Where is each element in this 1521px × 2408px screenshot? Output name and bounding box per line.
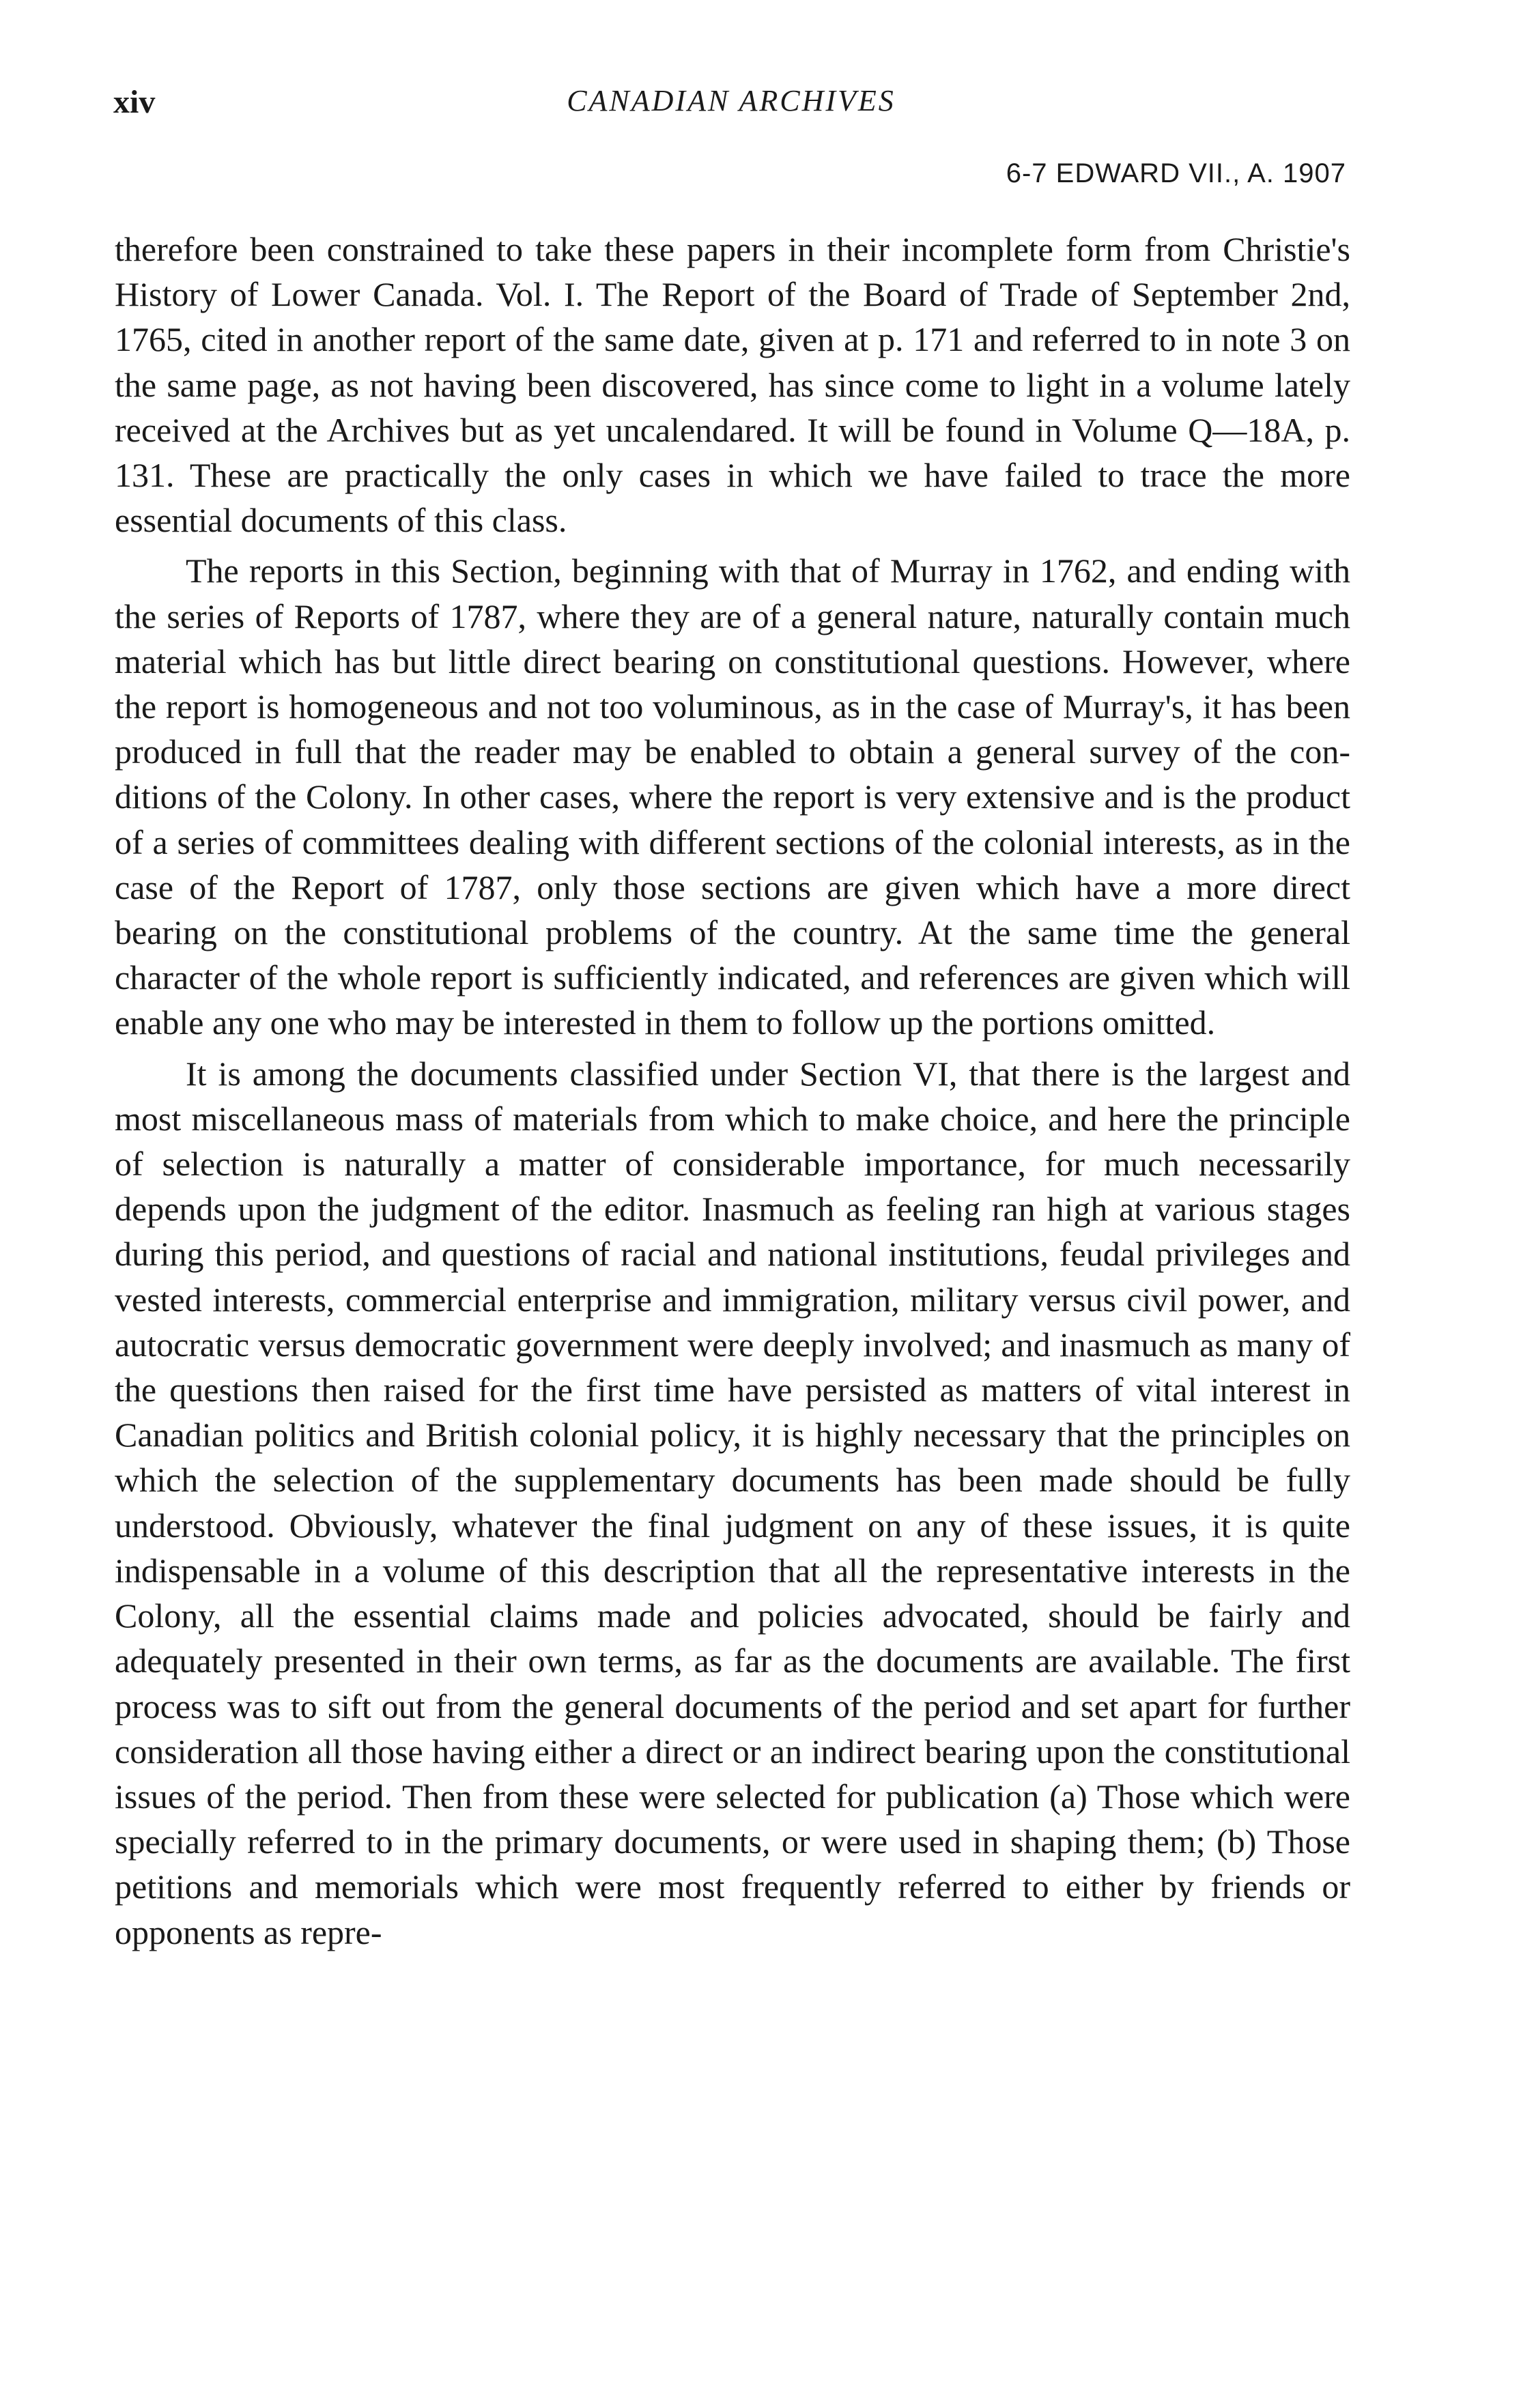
paragraph-continued: therefore been constrained to take these papers in their incomplete form from Christie's History of Lower Canada. Vol. I. The Report of the Board of Trade of September 2nd, 1765, cited in another report of the same date, given at p. 171 and referred to in note 3 on the same page, as not having been discovered, has since come to light in a volume lately received at the Archives but as yet uncalendared. It will be found in Volume Q—18A, p. 131. These are practically the only cases in which we have failed to trace the more essential documents of this class. [115,230,1350,540]
page-number: xiv [113,84,156,120]
body-text [115,227,1350,1955]
session-reference: 6-7 EDWARD VII., A. 1907 [1006,158,1346,188]
running-head [113,83,1349,124]
paragraph-section-vi: It is among the documents classified under Section VI, that there is the largest and most miscellaneous mass of materials from which to make choice, and here the principle of selection is naturally a matter of considerable importance, for much necessarily depends upon the judgment of the editor. Inasmuch as feeling ran high at various stages during this period, and questions of racial and national institutions, feudal privileges and vested interests, commercial enterprise and immigration, military versus civil power, and autocratic versus democratic government were deeply involved; and inasmuch as many of the questions then raised for the first time have persisted as matters of vital interest in Canadian politics and British colonial policy, it is highly necessary that the principles on which the selection of the supplementary documents has been made should be fully understood. Obviously, whatever the final judgment on any of these issues, it is quite indispensable in a volume of this description that all the representative interests in the Colony, all the essential claims made and policies advocated, should be fairly and adequately presented in their own terms, as far as the documents are available. The first process was to sift out from the general documents of the period and set apart for further consideration all those having either a direct or an indirect bearing upon the constitutional issues of the period. Then from these were selected for publication (a) Those which were specially referred to in the primary documents, or were used in shaping them; (b) Those petitions and memorials which were most frequently referred to either by friends or opponents as repre- [115,1054,1350,1951]
journal-title: CANADIAN ARCHIVES [567,84,896,117]
paragraph-reports-section: The reports in this Section, beginning with that of Murray in 1762, and ending with the series of Reports of 1787, where they are of a general nature, naturally contain much material which has but little direct bearing on constitutional questions. However, where the report is homogeneous and not too voluminous, as in the case of Murray's, it has been produced in full that the reader may be enabled to obtain a general survey of the conditions of the Colony. In other cases, where the report is very extensive and is the product of a series of committees dealing with different sections of the colonial interests, as in the case of the Report of 1787, only those sections are given which have a more direct bearing on the constitutional problems of the country. At the same time the general character of the whole report is sufficiently indicated, and references are given which will enable any one who may be interested in them to follow up the portions omitted. [115,551,1350,1042]
